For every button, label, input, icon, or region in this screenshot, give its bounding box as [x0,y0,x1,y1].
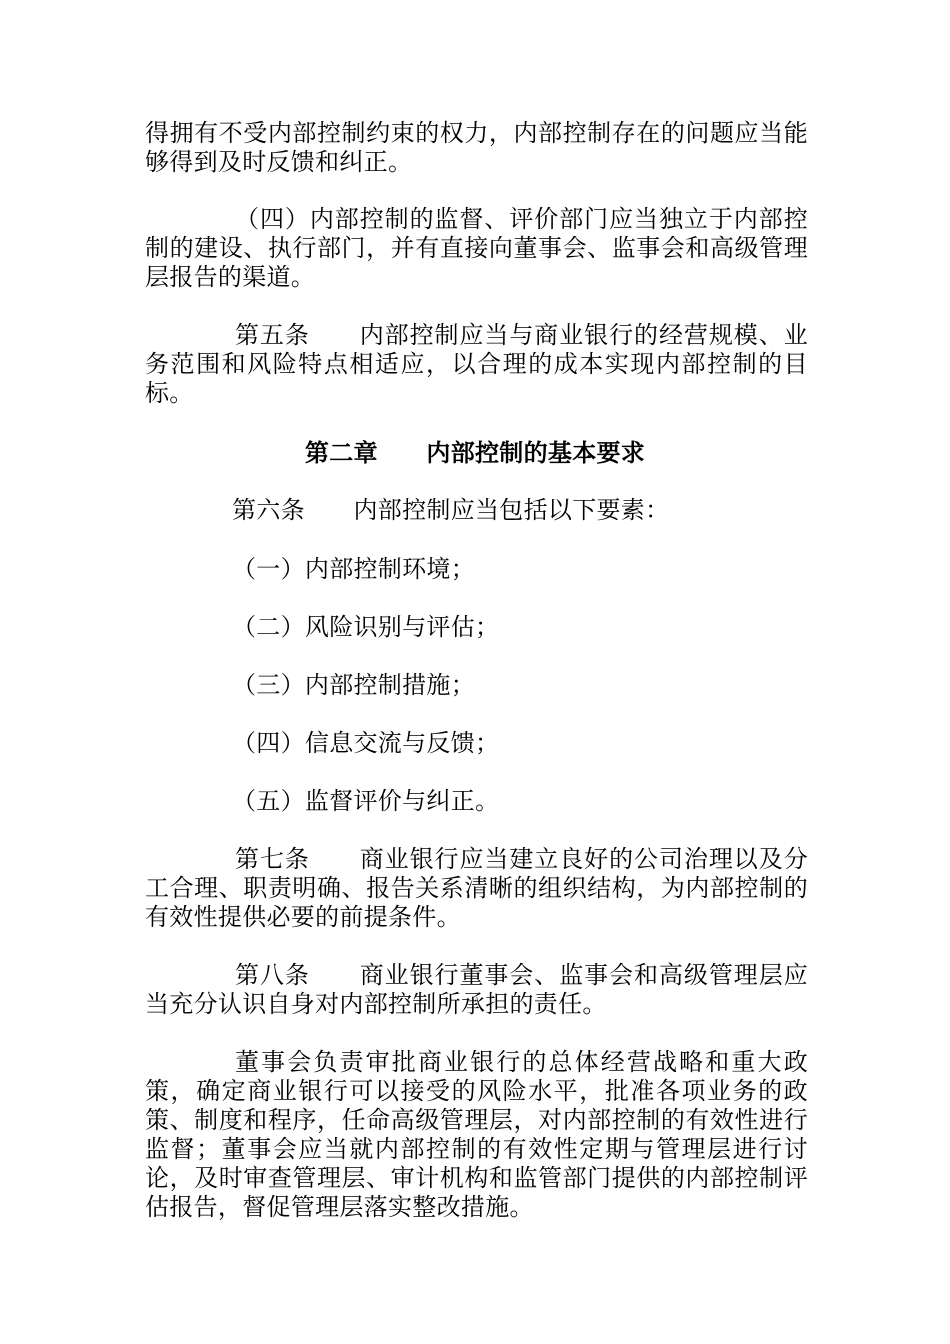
paragraph-article-5: 第五条 内部控制应当与商业银行的经营规模、业务范围和风险特点相适应，以合理的成本实现内部控制的目标。 [145,321,808,407]
list-item-5: （五）监督评价与纠正。 [232,787,500,815]
list-item-4: （四）信息交流与反馈； [232,729,500,757]
paragraph-article-7: 第七条 商业银行应当建立良好的公司治理以及分工合理、职责明确、报告关系清晰的组织结构，为内部控制的有效性提供必要的前提条件。 [145,845,808,931]
paragraph-article-8: 第八条 商业银行董事会、监事会和高级管理层应当充分认识自身对内部控制所承担的责任。 [145,961,808,1018]
paragraph-clause-4: （四）内部控制的监督、评价部门应当独立于内部控制的建设、执行部门，并有直接向董事会、监事会和高级管理层报告的渠道。 [145,205,808,291]
paragraph-article-6: 第六条 内部控制应当包括以下要素： [232,496,670,524]
list-item-3: （三）内部控制措施； [232,671,475,699]
paragraph-continuation: 得拥有不受内部控制约束的权力，内部控制存在的问题应当能够得到及时反馈和纠正。 [145,119,808,176]
chapter-heading: 第二章 内部控制的基本要求 [304,438,646,467]
list-item-2: （二）风险识别与评估； [232,613,500,641]
paragraph-board-duties: 董事会负责审批商业银行的总体经营战略和重大政策，确定商业银行可以接受的风险水平，批准各项业务的政策、制度和程序，任命高级管理层，对内部控制的有效性进行监督；董事会应当就内部控制的有效性定期与管理层进行讨论，及时审查管理层、审计机构和监管部门提供的内部控制评估报告，督促管理层落实整改措施。 [145,1048,808,1221]
list-item-1: （一）内部控制环境； [232,555,475,583]
